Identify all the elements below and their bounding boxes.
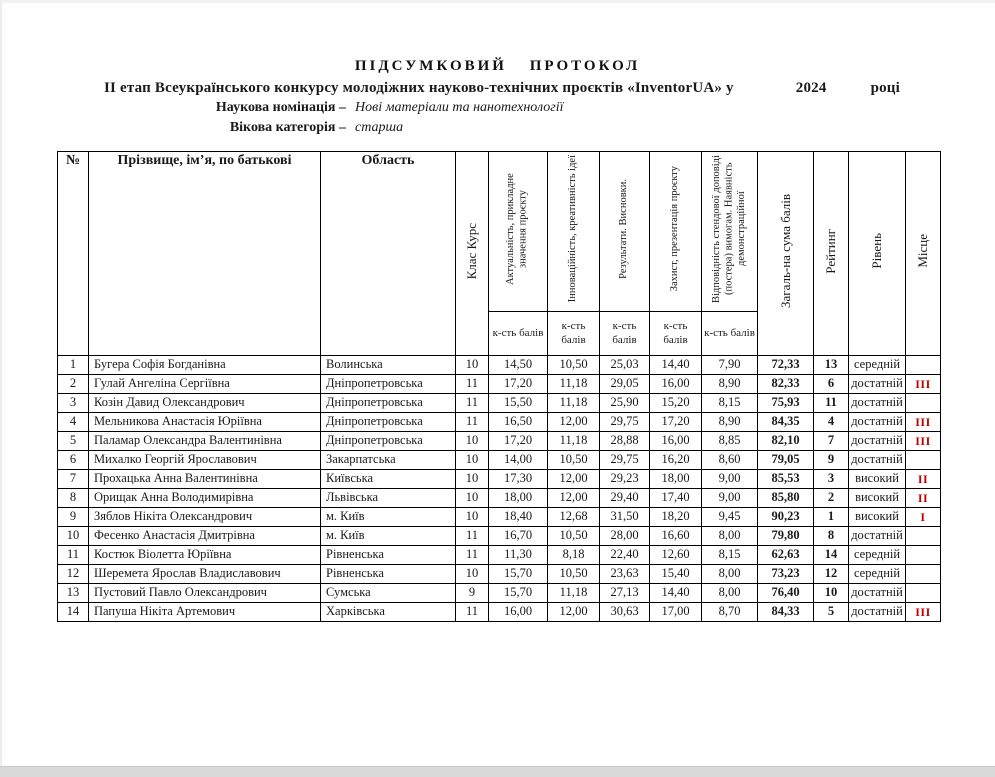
row-number-cell: 11 (58, 546, 89, 565)
score-cell: 16,70 (489, 527, 548, 546)
place-cell: III (906, 413, 941, 432)
table-row (58, 527, 941, 546)
level-cell: достатній (849, 584, 906, 603)
place-cell: III (906, 375, 941, 394)
participant-name-cell: Шеремета Ярослав Владиславович (89, 565, 321, 584)
total-score-cell: 90,23 (758, 508, 814, 527)
document-subtitle (0, 80, 995, 97)
score-subheader-2: к-сть балів (548, 312, 600, 356)
score-cell: 9,00 (702, 470, 758, 489)
grade-cell: 10 (456, 432, 489, 451)
score-cell: 18,00 (489, 489, 548, 508)
score-cell: 14,40 (650, 584, 702, 603)
col-header-total-label: Загаль-на сума балів (777, 193, 793, 309)
score-cell: 18,00 (650, 470, 702, 489)
col-header-criterion-3-label: Результати. Висновки. (618, 179, 630, 279)
col-header-region: Область (321, 152, 456, 356)
grade-cell: 10 (456, 489, 489, 508)
participant-name-cell: Паламар Олександра Валентинівна (89, 432, 321, 451)
rating-cell: 9 (814, 451, 849, 470)
score-cell: 12,60 (650, 546, 702, 565)
col-header-rating-label: Рейтинг (823, 228, 839, 274)
total-score-cell: 79,80 (758, 527, 814, 546)
score-cell: 29,75 (600, 413, 650, 432)
score-cell: 8,15 (702, 394, 758, 413)
level-cell: високий (849, 489, 906, 508)
region-cell: Закарпатська (321, 451, 456, 470)
col-header-criterion-4-label: Захист, презентація проєкту (669, 166, 681, 292)
rating-cell: 4 (814, 413, 849, 432)
level-cell: достатній (849, 603, 906, 622)
region-cell: Львівська (321, 489, 456, 508)
table-row (58, 394, 941, 413)
table-row (58, 413, 941, 432)
participant-name-cell: Мельникова Анастасія Юріївна (89, 413, 321, 432)
row-number-cell: 12 (58, 565, 89, 584)
score-subheader-3: к-сть балів (600, 312, 650, 356)
score-cell: 11,18 (548, 584, 600, 603)
level-cell: високий (849, 508, 906, 527)
col-header-criterion-3 (600, 152, 650, 312)
score-cell: 8,00 (702, 584, 758, 603)
score-cell: 10,50 (548, 527, 600, 546)
total-score-cell: 72,33 (758, 356, 814, 375)
region-cell: Дніпропетровська (321, 413, 456, 432)
grade-cell: 10 (456, 451, 489, 470)
row-number-cell: 13 (58, 584, 89, 603)
participant-name-cell: Козін Давид Олександрович (89, 394, 321, 413)
level-cell: достатній (849, 527, 906, 546)
col-header-total (758, 152, 814, 356)
table-row (58, 565, 941, 584)
row-number-cell: 7 (58, 470, 89, 489)
score-cell: 17,20 (650, 413, 702, 432)
level-cell: достатній (849, 432, 906, 451)
rating-cell: 5 (814, 603, 849, 622)
nomination-row (0, 99, 995, 117)
participant-name-cell: Орищак Анна Володимирівна (89, 489, 321, 508)
score-cell: 17,20 (489, 375, 548, 394)
score-cell: 31,50 (600, 508, 650, 527)
total-score-cell: 85,80 (758, 489, 814, 508)
score-cell: 16,20 (650, 451, 702, 470)
table-row (58, 508, 941, 527)
participant-name-cell: Пустовий Павло Олександрович (89, 584, 321, 603)
score-cell: 16,00 (650, 432, 702, 451)
score-cell: 27,13 (600, 584, 650, 603)
level-cell: достатній (849, 375, 906, 394)
place-cell (906, 356, 941, 375)
category-value: старша (355, 120, 404, 135)
score-cell: 12,00 (548, 489, 600, 508)
score-cell: 16,60 (650, 527, 702, 546)
score-cell: 8,70 (702, 603, 758, 622)
score-cell: 16,50 (489, 413, 548, 432)
table-row (58, 603, 941, 622)
place-cell (906, 584, 941, 603)
region-cell: Дніпропетровська (321, 375, 456, 394)
participant-name-cell: Прохацька Анна Валентинівна (89, 470, 321, 489)
grade-cell: 10 (456, 356, 489, 375)
score-subheader-1: к-сть балів (489, 312, 548, 356)
place-cell: II (906, 470, 941, 489)
region-cell: Харківська (321, 603, 456, 622)
grade-cell: 11 (456, 375, 489, 394)
row-number-cell: 8 (58, 489, 89, 508)
col-header-number: № (58, 152, 89, 356)
participant-name-cell: Зяблов Нікіта Олександрович (89, 508, 321, 527)
row-number-cell: 9 (58, 508, 89, 527)
score-cell: 14,00 (489, 451, 548, 470)
table-row (58, 584, 941, 603)
rating-cell: 2 (814, 489, 849, 508)
score-cell: 17,20 (489, 432, 548, 451)
score-cell: 17,40 (650, 489, 702, 508)
col-header-name: Прізвище, ім’я, по батькові (89, 152, 321, 356)
score-cell: 15,40 (650, 565, 702, 584)
place-cell: II (906, 489, 941, 508)
score-cell: 14,40 (650, 356, 702, 375)
rating-cell: 12 (814, 565, 849, 584)
total-score-cell: 79,05 (758, 451, 814, 470)
total-score-cell: 75,93 (758, 394, 814, 413)
col-header-grade (456, 152, 489, 356)
nomination-label: Наукова номінація – (215, 100, 346, 115)
rating-cell: 6 (814, 375, 849, 394)
participant-name-cell: Михалко Георгій Ярославович (89, 451, 321, 470)
row-number-cell: 10 (58, 527, 89, 546)
place-cell (906, 451, 941, 470)
page-bottom-bar (0, 766, 995, 777)
document-title: ПІДСУМКОВИЙ ПРОТОКОЛ (354, 58, 641, 74)
rating-cell: 8 (814, 527, 849, 546)
row-number-cell: 14 (58, 603, 89, 622)
grade-cell: 11 (456, 546, 489, 565)
total-score-cell: 82,10 (758, 432, 814, 451)
place-cell: III (906, 603, 941, 622)
place-cell (906, 394, 941, 413)
score-cell: 8,18 (548, 546, 600, 565)
score-cell: 28,00 (600, 527, 650, 546)
results-table-body (58, 356, 941, 622)
score-cell: 15,70 (489, 565, 548, 584)
score-cell: 8,85 (702, 432, 758, 451)
table-row (58, 546, 941, 565)
nomination-value: Нові матеріали та нанотехнології (355, 100, 564, 115)
score-cell: 16,00 (489, 603, 548, 622)
rating-cell: 11 (814, 394, 849, 413)
score-cell: 28,88 (600, 432, 650, 451)
score-cell: 15,20 (650, 394, 702, 413)
col-header-criterion-4 (650, 152, 702, 312)
level-cell: достатній (849, 394, 906, 413)
table-row (58, 375, 941, 394)
participant-name-cell: Бугера Софія Богданівна (89, 356, 321, 375)
table-row (58, 489, 941, 508)
col-header-criterion-5-label: Відповідність стендової доповіді (постера) вимогам. Наявність демонстраційної (710, 155, 747, 303)
grade-cell: 11 (456, 527, 489, 546)
score-cell: 18,40 (489, 508, 548, 527)
level-cell: високий (849, 470, 906, 489)
place-cell (906, 546, 941, 565)
region-cell: Рівненська (321, 565, 456, 584)
table-row (58, 356, 941, 375)
year-suffix: році (870, 80, 901, 96)
region-cell: м. Київ (321, 527, 456, 546)
total-score-cell: 84,35 (758, 413, 814, 432)
score-cell: 12,68 (548, 508, 600, 527)
score-cell: 17,00 (650, 603, 702, 622)
score-cell: 10,50 (548, 356, 600, 375)
col-header-criterion-1 (489, 152, 548, 312)
row-number-cell: 5 (58, 432, 89, 451)
category-row (0, 119, 995, 137)
score-cell: 10,50 (548, 451, 600, 470)
row-number-cell: 4 (58, 413, 89, 432)
level-cell: достатній (849, 413, 906, 432)
score-cell: 11,18 (548, 375, 600, 394)
col-header-criterion-1-label: Актуальність, прикладне значення проєкту (505, 173, 529, 285)
contest-year: 2024 (795, 80, 827, 96)
score-cell: 16,00 (650, 375, 702, 394)
rating-cell: 3 (814, 470, 849, 489)
grade-cell: 11 (456, 603, 489, 622)
col-header-criterion-2-label: Інноваційність, креативність ідеї (567, 155, 579, 303)
region-cell: Дніпропетровська (321, 394, 456, 413)
place-cell: III (906, 432, 941, 451)
col-header-grade-label: Клас Курс (464, 222, 480, 280)
score-cell: 8,15 (702, 546, 758, 565)
grade-cell: 10 (456, 565, 489, 584)
rating-cell: 14 (814, 546, 849, 565)
place-cell: I (906, 508, 941, 527)
col-header-level (849, 152, 906, 356)
score-cell: 29,75 (600, 451, 650, 470)
score-cell: 8,60 (702, 451, 758, 470)
participant-name-cell: Фесенко Анастасія Дмитрівна (89, 527, 321, 546)
score-cell: 15,50 (489, 394, 548, 413)
region-cell: Рівненська (321, 546, 456, 565)
score-cell: 18,20 (650, 508, 702, 527)
score-cell: 8,90 (702, 413, 758, 432)
score-cell: 17,30 (489, 470, 548, 489)
score-cell: 12,00 (548, 470, 600, 489)
region-cell: Волинська (321, 356, 456, 375)
score-cell: 10,50 (548, 565, 600, 584)
table-row (58, 451, 941, 470)
score-cell: 29,23 (600, 470, 650, 489)
score-cell: 25,03 (600, 356, 650, 375)
row-number-cell: 6 (58, 451, 89, 470)
grade-cell: 10 (456, 470, 489, 489)
level-cell: середній (849, 356, 906, 375)
row-number-cell: 1 (58, 356, 89, 375)
score-cell: 12,00 (548, 413, 600, 432)
region-cell: Дніпропетровська (321, 432, 456, 451)
col-header-criterion-5 (702, 152, 758, 312)
score-cell: 11,30 (489, 546, 548, 565)
document-header (0, 58, 995, 137)
score-subheader-5: к-сть балів (702, 312, 758, 356)
rating-cell: 7 (814, 432, 849, 451)
rating-cell: 1 (814, 508, 849, 527)
table-row (58, 470, 941, 489)
score-cell: 15,70 (489, 584, 548, 603)
score-cell: 9,45 (702, 508, 758, 527)
total-score-cell: 84,33 (758, 603, 814, 622)
row-number-cell: 2 (58, 375, 89, 394)
score-cell: 29,05 (600, 375, 650, 394)
place-cell (906, 565, 941, 584)
score-cell: 11,18 (548, 394, 600, 413)
score-subheader-4: к-сть балів (650, 312, 702, 356)
col-header-level-label: Рівень (869, 233, 885, 269)
score-cell: 14,50 (489, 356, 548, 375)
level-cell: достатній (849, 451, 906, 470)
total-score-cell: 73,23 (758, 565, 814, 584)
score-cell: 25,90 (600, 394, 650, 413)
total-score-cell: 82,33 (758, 375, 814, 394)
results-table-head (58, 152, 941, 356)
row-number-cell: 3 (58, 394, 89, 413)
participant-name-cell: Гулай Ангеліна Сергіївна (89, 375, 321, 394)
category-label: Вікова категорія – (229, 120, 346, 135)
subtitle-text: ІІ етап Всеукраїнського конкурсу молодіжних науково-технічних проєктів «InventorUA» у (104, 80, 734, 96)
region-cell: м. Київ (321, 508, 456, 527)
grade-cell: 11 (456, 394, 489, 413)
total-score-cell: 62,63 (758, 546, 814, 565)
col-header-place (906, 152, 941, 356)
grade-cell: 10 (456, 508, 489, 527)
table-row (58, 432, 941, 451)
results-table (57, 151, 941, 622)
score-cell: 8,90 (702, 375, 758, 394)
total-score-cell: 76,40 (758, 584, 814, 603)
col-header-rating (814, 152, 849, 356)
col-header-place-label: Місце (915, 234, 931, 268)
level-cell: середній (849, 546, 906, 565)
total-score-cell: 85,53 (758, 470, 814, 489)
score-cell: 9,00 (702, 489, 758, 508)
score-cell: 11,18 (548, 432, 600, 451)
level-cell: середній (849, 565, 906, 584)
rating-cell: 13 (814, 356, 849, 375)
participant-name-cell: Костюк Віолетта Юріївна (89, 546, 321, 565)
region-cell: Сумська (321, 584, 456, 603)
score-cell: 29,40 (600, 489, 650, 508)
place-cell (906, 527, 941, 546)
grade-cell: 9 (456, 584, 489, 603)
score-cell: 8,00 (702, 565, 758, 584)
score-cell: 22,40 (600, 546, 650, 565)
score-cell: 30,63 (600, 603, 650, 622)
score-cell: 7,90 (702, 356, 758, 375)
participant-name-cell: Папуша Нікіта Артемович (89, 603, 321, 622)
col-header-criterion-2 (548, 152, 600, 312)
page-top-edge (0, 0, 995, 3)
score-cell: 12,00 (548, 603, 600, 622)
score-cell: 23,63 (600, 565, 650, 584)
grade-cell: 11 (456, 413, 489, 432)
rating-cell: 10 (814, 584, 849, 603)
score-cell: 8,00 (702, 527, 758, 546)
region-cell: Київська (321, 470, 456, 489)
